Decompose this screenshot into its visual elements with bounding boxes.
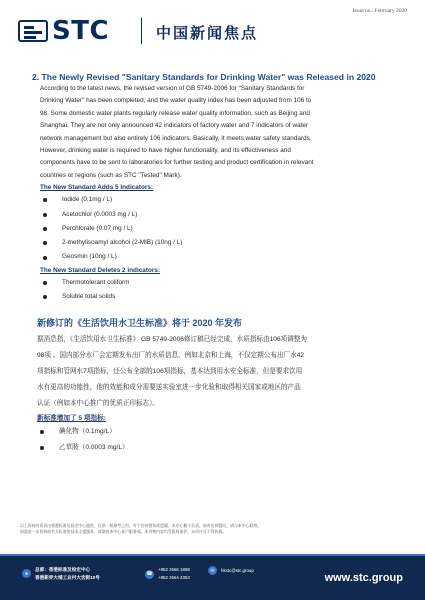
bullet-icon [40, 446, 44, 450]
website-link[interactable]: www.stc.group [324, 572, 403, 584]
deleted-indicators-list [40, 276, 400, 305]
added-indicators-list [40, 193, 400, 264]
body-line: 98项 。国内部分水厂会定期发布出厂的水质信息，例如北京和上海，不仅定期公布出厂水42 [37, 352, 305, 360]
body-line: Shanghai. They are not only announced 42 indicators of factory water and 7 indicators of water [40, 122, 309, 130]
indicator-text: 碘化物（0.1mg/L） [59, 428, 116, 436]
body-line: 认证（例如本中心推广的优质正印标志）。 [37, 399, 159, 407]
bullet-icon [43, 295, 47, 299]
indicator-text: Thermotolerant coliform [62, 278, 130, 286]
indicator-text: Iodide (0.1mg / L) [62, 196, 113, 204]
body-line: network management but also entirely 106 indicators. Basically, it meets water safety standards. [40, 134, 312, 142]
body-line: 水有更高的功能性，他的效能和成分需要送实验室进一步化验和取得相关国家或地区的产品 [37, 383, 301, 391]
adds-indicators-heading: The New Standard Adds 5 Indicators: [40, 184, 154, 192]
email-icon: ✉ [208, 566, 217, 575]
logo-text: STC [52, 16, 110, 46]
footer-accent-bar [0, 554, 425, 556]
body-line: However, drinking water is required to have higher functionality, and its effectiveness and [40, 147, 291, 155]
english-article-heading: 2. The Newly Revised "Sanitary Standards for Drinking Water" was Released in 2020 [32, 72, 376, 82]
bullet-icon [43, 256, 47, 260]
indicator-text: Geosmin (10ng / L) [62, 253, 117, 261]
location-pin-icon: ● [22, 569, 31, 578]
list-item [37, 424, 400, 440]
page-footer [0, 554, 425, 600]
disclaimer-line: 以上资料的资讯由香港标准及检定中心提供，仅供一般参考之用。对于任何错误或遗漏，本中心概不负责。如有任何疑问，请与本中心联络。 [20, 523, 262, 528]
deletes-indicators-heading: The New Standard Deletes 2 indicators: [40, 266, 161, 274]
indicator-text: 2-methylisoamyl alcohol (2-MIB) (10ng / L) [62, 239, 183, 247]
body-line: According to the latest news, the revised version of GB 5749-2006 for "Sanitary Standards for [40, 85, 305, 92]
chinese-adds-heading: 新标准增加了 5 项指标: [37, 415, 106, 423]
stc-logo [18, 16, 110, 46]
chinese-article-heading: 新修订的《生活饮用水卫生标准》将于 2020 年发布 [37, 318, 243, 329]
english-article-body [40, 83, 395, 182]
indicator-text: Perchlorate (0.07 mg / L) [62, 224, 133, 232]
list-item [40, 250, 400, 264]
list-item [40, 208, 400, 222]
issue-number: Issue no.: February 2020 [352, 8, 407, 14]
footer-address [22, 566, 100, 581]
body-line: countries or regions (such as STC "Tested" Mark). [40, 171, 182, 179]
disclaimer-line: 如需进一步资料或有关标准的技术支援服务，请联络本中心客户服务部。本刊物内容均受版权保护，未经许可不得转载。 [20, 529, 227, 535]
bullet-icon [43, 213, 47, 217]
phone-number[interactable]: +852 2666 1888 [158, 567, 190, 572]
list-item [40, 193, 400, 207]
email-link[interactable]: hkstc@stc.group [221, 568, 254, 573]
bullet-icon [43, 198, 47, 202]
indicator-text: 乙草胺（0.0003 mg/L） [59, 444, 129, 452]
phone-icon: ☎ [146, 571, 153, 577]
body-line: 项指标和管网水7项指标，还公布全部的106项指标，基本达到用水安全标准，但是要求饮用 [37, 367, 303, 375]
list-item [40, 290, 400, 304]
bullet-icon [43, 241, 47, 245]
chinese-article-body [37, 332, 395, 411]
body-line: components have to be sent to laboratories for further testing and product certification in relevant [40, 159, 314, 167]
list-item [37, 440, 400, 456]
address-line: 总部：香港标准及检定中心 [35, 567, 91, 572]
chinese-added-indicators-list [37, 424, 400, 456]
list-item [40, 236, 400, 250]
bullet-icon [40, 430, 44, 434]
fax-number[interactable]: +852 2664 4353 [158, 575, 190, 580]
stc-logo-mark-icon [18, 20, 48, 42]
body-line: 98. Some domestic water plants regularly release water quality information, such as Beijing and [40, 109, 310, 117]
indicator-text: Soluble total solids [62, 293, 116, 301]
bullet-icon [43, 227, 47, 231]
body-line: Drinking Water" has been completed, and the water quality index has been adjusted from 106 to [40, 97, 312, 105]
page-header [0, 0, 425, 62]
footer-phones [145, 566, 190, 582]
body-line: 据消息指，《生活饮用水卫生标准》 GB 5749-2006修订稿已经完成，水质指标由106项调整为 [37, 336, 308, 344]
list-item [40, 276, 400, 290]
header-divider [141, 18, 142, 44]
disclaimer [20, 523, 405, 536]
footer-email [208, 566, 254, 575]
list-item [40, 222, 400, 236]
newsletter-title: 中国新闻焦点 [156, 25, 259, 42]
address-line: 香港新界大埔工业村大宏街10号 [35, 574, 100, 580]
article-content [30, 72, 400, 456]
indicator-text: Acetochlor (0.0003 mg / L) [62, 210, 138, 218]
bullet-icon [43, 281, 47, 285]
